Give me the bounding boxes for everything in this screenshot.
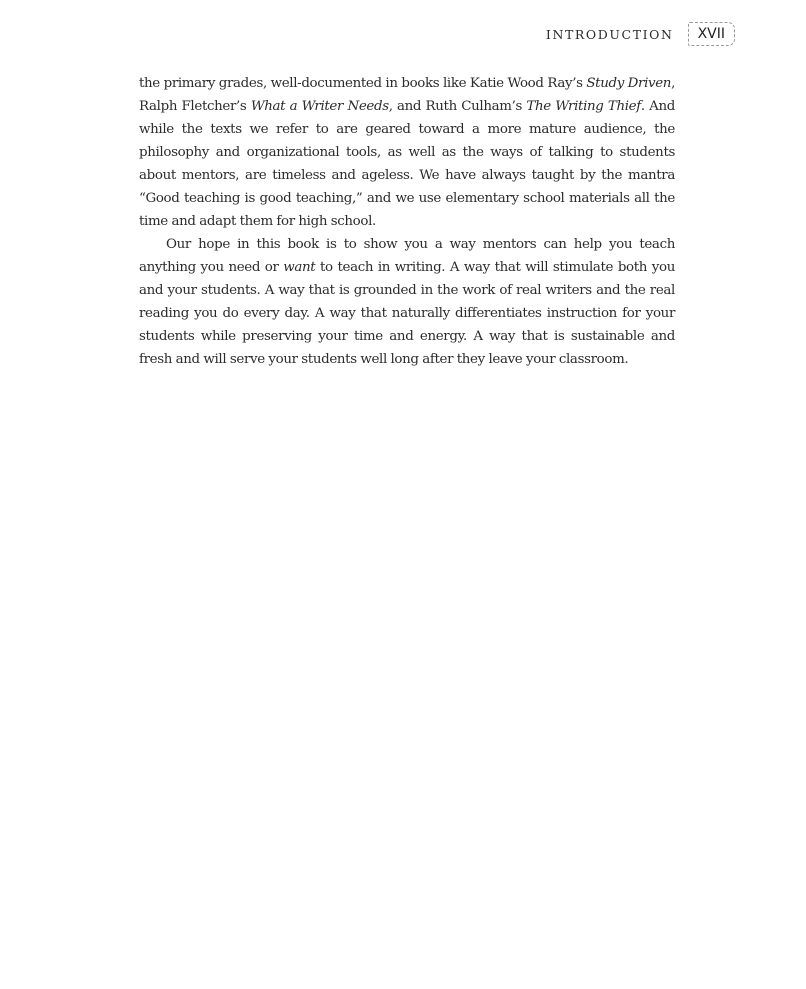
page-number: XVII (688, 22, 735, 46)
running-header (0, 22, 735, 46)
paragraph-1-text-2: , Ralph Fletcher’s (139, 76, 675, 114)
paragraph-1-text-1: the primary grades, well-documented in books like Katie Wood Ray’s (139, 76, 587, 91)
paragraph-2 (139, 233, 675, 371)
section-title: INTRODUCTION (545, 26, 674, 42)
book-title-study-driven: Study Driven (586, 76, 672, 91)
emphasis-want: want (283, 260, 316, 275)
paragraph-2-text-1: Our hope in this book is to show you a way mentors can help you teach anything you need or (139, 237, 675, 275)
paragraph-1 (139, 72, 675, 233)
book-title-the-writing-thief: The Writing Thief (526, 99, 641, 114)
book-title-what-a-writer-needs: What a Writer Needs (250, 99, 389, 114)
paragraph-2-text-2: to teach in writing. A way that will stimulate both you and your students. A way that is grounded in the work of real writers and the real reading you do every day. A way that naturally differentiates instruction for your students while preserving your time and energy. A way that is sustainable and fresh and will serve your students well long after they leave your classroom. (139, 260, 675, 367)
paragraph-1-text-4: . And while the texts we refer to are geared toward a more mature audience, the philosophy and organizational tools, as well as the ways of talking to students about mentors, are timeless and ageless. We have always taught by the mantra “Good teaching is good teaching,” and we use elementary school materials all the time and adapt them for high school. (139, 99, 675, 229)
paragraph-1-text-3: , and Ruth Culham’s (388, 99, 527, 114)
body-text (139, 72, 675, 371)
